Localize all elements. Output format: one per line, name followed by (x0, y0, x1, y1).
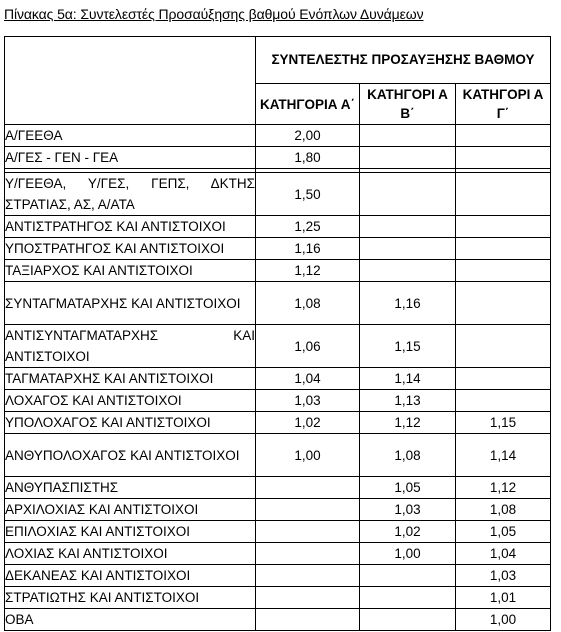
rank-name: Α/ΓΕΕΘΑ (5, 125, 256, 147)
rank-name: ΥΠΟΣΤΡΑΤΗΓΟΣ ΚΑΙ ΑΝΤΙΣΤΟΙΧΟΙ (5, 238, 256, 260)
rank-column-header (5, 37, 256, 125)
category-b-value (360, 260, 456, 282)
category-c-value: 1,14 (456, 434, 551, 477)
category-c-value: 1,12 (456, 477, 551, 499)
table-row (5, 587, 551, 609)
table-title: Πίνακας 5α: Συντελεστές Προσαύξησης βαθμού Ενόπλων Δυνάμεων (4, 6, 424, 22)
category-c-value: 1,04 (456, 543, 551, 565)
category-b-value (360, 173, 456, 216)
rank-name: ΤΑΞΙΑΡΧΟΣ ΚΑΙ ΑΝΤΙΣΤΟΙΧΟΙ (5, 260, 256, 282)
rank-name: Υ/ΓΕΕΘΑ, Υ/ΓΕΣ, ΓΕΠΣ, ΔΚΤΗΣ ΣΤΡΑΤΙΑΣ, ΑΣ, Α/ΑΤΑ (5, 173, 256, 216)
category-c-value (456, 216, 551, 238)
category-b-value (360, 587, 456, 609)
category-a-value: 1,06 (256, 325, 360, 368)
rank-name: ΛΟΧΙΑΣ ΚΑΙ ΑΝΤΙΣΤΟΙΧΟΙ (5, 543, 256, 565)
category-a-value: 1,00 (256, 434, 360, 477)
rank-name: ΕΠΙΛΟΧΙΑΣ ΚΑΙ ΑΝΤΙΣΤΟΙΧΟΙ (5, 521, 256, 543)
category-a-value: 1,04 (256, 368, 360, 390)
category-c-value (456, 325, 551, 368)
category-a-value: 1,12 (256, 260, 360, 282)
category-c-value (456, 125, 551, 147)
table-row (5, 477, 551, 499)
table-row (5, 260, 551, 282)
category-c-header: ΚΑΤΗΓΟΡΙ Α Γ΄ (456, 84, 551, 125)
category-b-value: 1,12 (360, 412, 456, 434)
category-b-header: ΚΑΤΗΓΟΡΙ Α Β΄ (360, 84, 456, 125)
category-a-value (256, 521, 360, 543)
category-a-value (256, 499, 360, 521)
table-row (5, 238, 551, 260)
category-c-value: 1,15 (456, 412, 551, 434)
category-b-value (360, 125, 456, 147)
category-c-value: 1,01 (456, 587, 551, 609)
table-row (5, 216, 551, 238)
category-b-value (360, 609, 456, 631)
coefficients-table (4, 36, 551, 631)
rank-name: ΣΥΝΤΑΓΜΑΤΑΡΧΗΣ ΚΑΙ ΑΝΤΙΣΤΟΙΧΟΙ (5, 282, 256, 325)
table-row (5, 390, 551, 412)
category-a-value: 2,00 (256, 125, 360, 147)
table-row (5, 282, 551, 325)
category-a-value (256, 543, 360, 565)
category-a-value: 1,03 (256, 390, 360, 412)
table-row (5, 147, 551, 169)
category-c-value (456, 368, 551, 390)
category-a-value (256, 565, 360, 587)
table-row (5, 434, 551, 477)
rank-name: ΑΡΧΙΛΟΧΙΑΣ ΚΑΙ ΑΝΤΙΣΤΟΙΧΟΙ (5, 499, 256, 521)
rank-name: Α/ΓΕΣ - ΓΕΝ - ΓΕΑ (5, 147, 256, 169)
category-b-value: 1,13 (360, 390, 456, 412)
coefficient-group-header: ΣΥΝΤΕΛΕΣΤΗΣ ΠΡΟΣΑΥΞΗΣΗΣ ΒΑΘΜΟΥ (256, 37, 551, 84)
category-a-value: 1,80 (256, 147, 360, 169)
table-row (5, 521, 551, 543)
category-b-value (360, 565, 456, 587)
category-c-value (456, 282, 551, 325)
category-a-value: 1,50 (256, 173, 360, 216)
category-b-value (360, 216, 456, 238)
category-c-value: 1,00 (456, 609, 551, 631)
rank-name: ΑΝΘΥΠΑΣΠΙΣΤΗΣ (5, 477, 256, 499)
category-c-value (456, 260, 551, 282)
table-row (5, 565, 551, 587)
category-a-value: 1,08 (256, 282, 360, 325)
category-a-value: 1,25 (256, 216, 360, 238)
category-b-value: 1,05 (360, 477, 456, 499)
rank-name: ΣΤΡΑΤΙΩΤΗΣ ΚΑΙ ΑΝΤΙΣΤΟΙΧΟΙ (5, 587, 256, 609)
rank-name: ΤΑΓΜΑΤΑΡΧΗΣ ΚΑΙ ΑΝΤΙΣΤΟΙΧΟΙ (5, 368, 256, 390)
category-b-value: 1,16 (360, 282, 456, 325)
category-c-value (456, 390, 551, 412)
table-row (5, 412, 551, 434)
category-a-value (256, 609, 360, 631)
rank-name: ΑΝΤΙΣΤΡΑΤΗΓΟΣ ΚΑΙ ΑΝΤΙΣΤΟΙΧΟΙ (5, 216, 256, 238)
category-b-value: 1,15 (360, 325, 456, 368)
category-c-value: 1,05 (456, 521, 551, 543)
rank-name: ΛΟΧΑΓΟΣ ΚΑΙ ΑΝΤΙΣΤΟΙΧΟΙ (5, 390, 256, 412)
category-b-value: 1,02 (360, 521, 456, 543)
category-a-value (256, 477, 360, 499)
category-b-value: 1,14 (360, 368, 456, 390)
category-c-value (456, 238, 551, 260)
rank-name: ΥΠΟΛΟΧΑΓΟΣ ΚΑΙ ΑΝΤΙΣΤΟΙΧΟΙ (5, 412, 256, 434)
rank-name: ΑΝΘΥΠΟΛΟΧΑΓΟΣ ΚΑΙ ΑΝΤΙΣΤΟΙΧΟΙ (5, 434, 256, 477)
category-a-value: 1,02 (256, 412, 360, 434)
category-c-value (456, 173, 551, 216)
rank-name: ΟΒΑ (5, 609, 256, 631)
category-b-value: 1,03 (360, 499, 456, 521)
table-row (5, 325, 551, 368)
table-row (5, 609, 551, 631)
category-a-value (256, 587, 360, 609)
category-b-value (360, 238, 456, 260)
category-c-value: 1,08 (456, 499, 551, 521)
category-b-value (360, 147, 456, 169)
table-row (5, 173, 551, 216)
category-c-value: 1,03 (456, 565, 551, 587)
category-b-value: 1,00 (360, 543, 456, 565)
table-row (5, 543, 551, 565)
rank-name: ΔΕΚΑΝΕΑΣ ΚΑΙ ΑΝΤΙΣΤΟΙΧΟΙ (5, 565, 256, 587)
category-a-value: 1,16 (256, 238, 360, 260)
category-b-value: 1,08 (360, 434, 456, 477)
rank-name: ΑΝΤΙΣΥΝΤΑΓΜΑΤΑΡΧΗΣ ΚΑΙ ΑΝΤΙΣΤΟΙΧΟΙ (5, 325, 256, 368)
category-c-value (456, 147, 551, 169)
header-row-group (5, 37, 551, 84)
table-row (5, 368, 551, 390)
table-row (5, 125, 551, 147)
category-a-header: ΚΑΤΗΓΟΡΙΑ Α΄ (256, 84, 360, 125)
table-row (5, 499, 551, 521)
